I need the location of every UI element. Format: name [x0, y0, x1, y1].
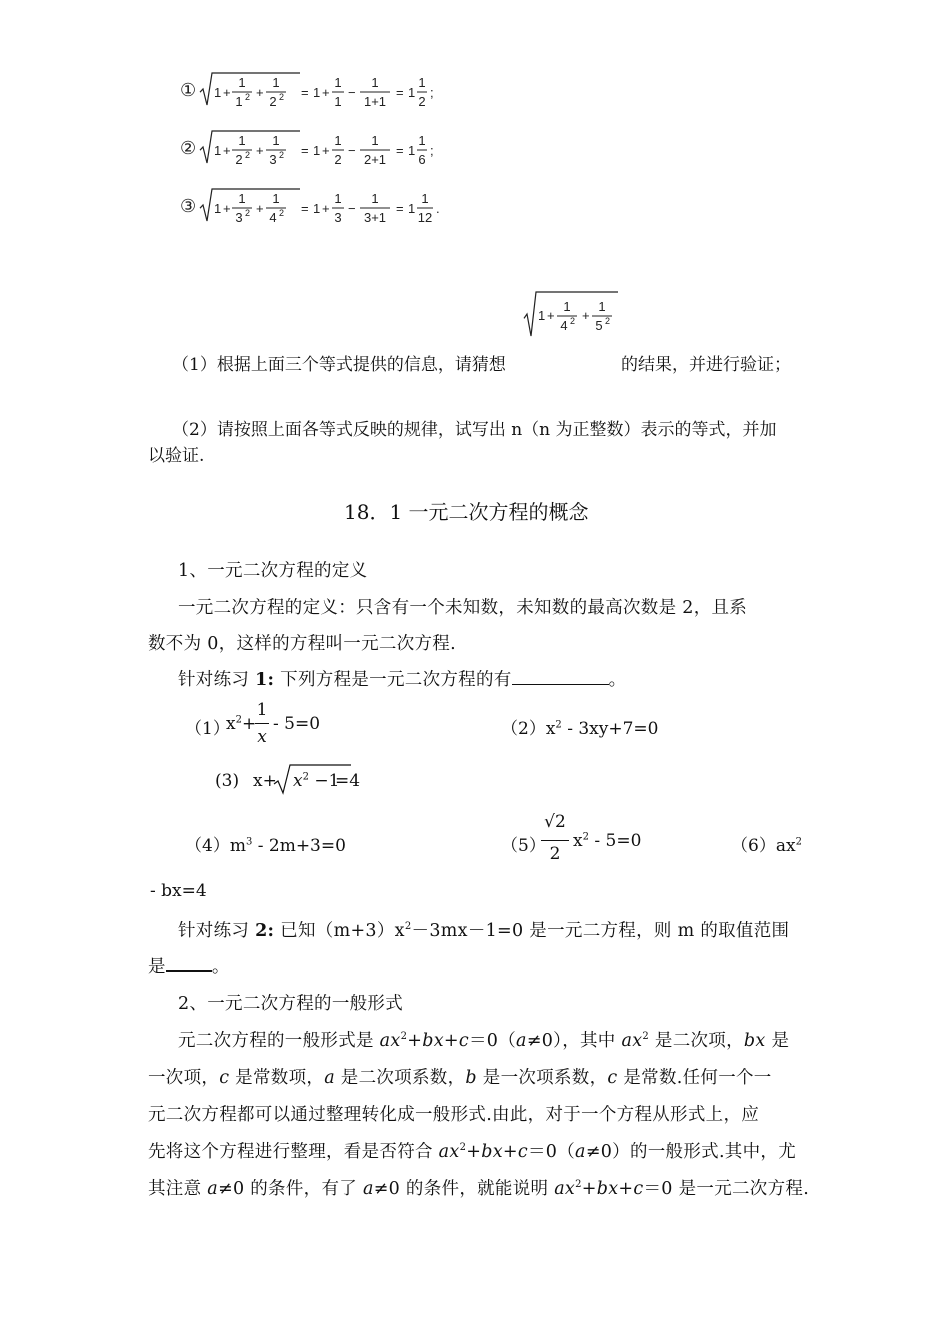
gf-exp: 2	[642, 1031, 650, 1043]
option-4-exp: 3	[245, 836, 253, 848]
equation-end: ;	[430, 143, 434, 158]
option-5-fraction-bar	[541, 840, 569, 841]
equation-plus: +	[223, 143, 231, 158]
exercise-2	[178, 917, 789, 942]
option-2-label: （2）	[501, 719, 546, 739]
option-3-radicand-rest: −1	[308, 771, 340, 791]
option-3-start: x+	[253, 771, 277, 791]
gf-c: c	[517, 1142, 528, 1162]
section-title: 18．1 一元二次方程的概念	[344, 500, 589, 524]
guess-row	[524, 292, 618, 336]
gf-ax: ax	[438, 1142, 460, 1162]
gf-text: 是常数项，	[229, 1068, 325, 1088]
gf-plus: +	[407, 1031, 423, 1051]
gf-bx: bx	[596, 1179, 619, 1199]
equation-plus: +	[256, 143, 264, 158]
option-1-fraction-bar	[255, 723, 269, 724]
option-1-numerator: 1	[256, 700, 268, 720]
option-3-radicand-exp: 2	[302, 771, 309, 783]
equation-equals: =	[396, 85, 404, 100]
equation-plus: +	[256, 201, 264, 216]
equation-end: ;	[430, 85, 434, 100]
guess-fraction-a-numerator: 1	[563, 299, 571, 314]
equation-fraction-a-denominator: 1	[235, 94, 243, 109]
gf-text: 其注意	[148, 1179, 208, 1199]
gf-text: 是常数.任何一个一	[617, 1068, 772, 1088]
equation-fraction-b-denominator: 2	[269, 94, 277, 109]
heading-general-form: 2、一元二次方程的一般形式	[178, 994, 404, 1014]
exercise-1-prefix: 针对练习	[178, 670, 256, 690]
equation-fraction-b-denominator: 3	[269, 152, 277, 167]
general-form-line-3: 元二次方程都可以通过整理转化成一般形式.由此，对于一个方程从形式上，应	[148, 1105, 760, 1125]
gf-text: ≠0 的条件，就能说明	[373, 1179, 555, 1199]
equation-fraction-b-numerator: 1	[272, 75, 280, 90]
gf-text: 一次项，	[148, 1068, 220, 1088]
gf-a: a	[207, 1179, 218, 1199]
equation-marker: ①	[180, 80, 197, 100]
gf-bx: bx	[422, 1031, 444, 1051]
exercise-1	[178, 666, 626, 691]
equation-result-int: 1	[408, 201, 416, 216]
equation-fraction-a-denominator: 2	[235, 152, 243, 167]
exercise-2-text-1: 已知（m+3）x	[274, 921, 405, 941]
gf-exp: 2	[459, 1142, 467, 1154]
option-6-exp: 2	[795, 836, 802, 848]
equation-equals: =	[301, 85, 309, 100]
general-form-line-1	[178, 1027, 789, 1052]
gf-ax: ax	[379, 1031, 401, 1051]
equation-minus: −	[348, 85, 356, 100]
equation-fraction-c-numerator: 1	[334, 133, 342, 148]
equation-result-fraction-denominator: 12	[417, 210, 433, 225]
gf-c: c	[633, 1179, 644, 1199]
gf-c: c	[607, 1068, 618, 1088]
equation-fraction-a-exponent: 2	[245, 92, 251, 102]
guess-plus: +	[582, 308, 590, 323]
question-1-text-start: （1）根据上面三个等式提供的信息，请猜想	[172, 355, 506, 375]
equation-row	[180, 131, 434, 167]
gf-b: b	[465, 1068, 477, 1088]
equation-fraction-b-exponent: 2	[279, 92, 285, 102]
equation-fraction-d-numerator: 1	[371, 191, 379, 206]
gf-text: 元二次方程的一般形式是	[178, 1031, 380, 1051]
question-1	[172, 350, 506, 375]
guess-fraction-a-denominator: 4	[560, 318, 568, 333]
equation-row	[180, 189, 440, 225]
equation-fraction-d-denominator: 2+1	[363, 152, 387, 167]
gf-text: ≠0），其中	[526, 1031, 622, 1051]
gf-text: ≠0 的条件，有了	[218, 1179, 363, 1199]
equation-result-int: 1	[408, 85, 416, 100]
equation-fraction-b-numerator: 1	[272, 191, 280, 206]
definition-line-1: 一元二次方程的定义：只含有一个未知数，未知数的最高次数是 2，且系	[178, 598, 748, 618]
gf-text: 是二次项，	[649, 1031, 744, 1051]
option-5-var: x	[573, 831, 583, 851]
equation-fraction-c-numerator: 1	[334, 75, 342, 90]
exercise-1-text: 下列方程是一元二次方程的有	[274, 670, 512, 690]
general-form-line-5	[148, 1175, 809, 1200]
gf-text: 是	[765, 1031, 790, 1051]
equation-marker: ②	[180, 138, 197, 158]
option-4	[185, 831, 346, 856]
option-5-denominator: 2	[549, 844, 561, 864]
equation-group	[170, 70, 470, 240]
option-6-continued: - bx=4	[150, 881, 207, 901]
option-1-denominator: x	[257, 727, 267, 747]
guess-fraction-b-numerator: 1	[598, 299, 606, 314]
guess-expression	[520, 288, 630, 344]
equation-term: 1	[313, 85, 321, 100]
exercise-2-prefix: 针对练习	[178, 921, 256, 941]
equation-marker: ③	[180, 196, 197, 216]
equation-term: 1	[313, 143, 321, 158]
exercise-1-end: 。	[608, 670, 627, 690]
gf-text: ＝0（	[527, 1142, 576, 1162]
equation-fraction-d-numerator: 1	[371, 75, 379, 90]
equation-fraction-a-numerator: 1	[238, 191, 246, 206]
equation-plus: +	[322, 143, 330, 158]
option-4-var: m	[229, 836, 246, 856]
gf-text: 是二次项系数，	[334, 1068, 466, 1088]
equation-fraction-c-denominator: 1	[334, 94, 342, 109]
equation-result-fraction-numerator: 1	[418, 133, 426, 148]
gf-a: a	[575, 1142, 586, 1162]
gf-ax: ax	[554, 1179, 576, 1199]
equation-fraction-b-denominator: 4	[269, 210, 277, 225]
gf-plus: +	[466, 1142, 482, 1162]
gf-text: ＝0 是一元二次方程.	[643, 1179, 810, 1199]
option-5-numerator: √2	[544, 812, 566, 832]
equation-plus: +	[256, 85, 264, 100]
equation-minus: −	[348, 201, 356, 216]
equation-fraction-d-denominator: 1+1	[363, 94, 387, 109]
gf-a: a	[362, 1179, 374, 1199]
option-2-rest: - 3xy+7=0	[561, 719, 659, 739]
option-6-var: ax	[775, 836, 796, 856]
option-5-label: （5）	[501, 836, 546, 856]
exercise-2-line-2	[148, 953, 230, 978]
guess-fraction-b-denominator: 5	[595, 318, 603, 333]
equation-result-int: 1	[408, 143, 416, 158]
question-2-line-1: （2）请按照上面各等式反映的规律，试写出 n（n 为正整数）表示的等式，并加	[172, 420, 777, 440]
option-1-label: （1）	[185, 719, 230, 739]
equation-equals: =	[396, 143, 404, 158]
option-2	[501, 714, 658, 739]
gf-text: ≠0）的一般形式.其中，尤	[585, 1142, 797, 1162]
general-form-line-4	[148, 1138, 796, 1163]
equation-plus: +	[322, 201, 330, 216]
gf-text: ＝0（	[468, 1031, 517, 1051]
exercise-2-text-2: －3mx－1=0 是一元二方程，则 m 的取值范围	[411, 921, 790, 941]
gf-plus: +	[581, 1179, 597, 1199]
equation-term: 1	[214, 85, 222, 100]
option-1-rest: - 5=0	[273, 714, 321, 734]
gf-a: a	[516, 1031, 527, 1051]
equation-term: 1	[214, 143, 222, 158]
equation-fraction-a-exponent: 2	[245, 150, 251, 160]
equation-fraction-b-exponent: 2	[279, 208, 285, 218]
option-4-rest: - 2m+3=0	[252, 836, 346, 856]
equation-term: 1	[214, 201, 222, 216]
equation-plus: +	[223, 85, 231, 100]
gf-exp: 2	[575, 1179, 582, 1191]
option-6-label: （6）	[731, 836, 776, 856]
question-2-line-2: 以验证.	[148, 446, 205, 466]
option-5-rest: - 5=0	[588, 831, 642, 851]
option-3-label: (3)	[215, 771, 240, 791]
equation-equals: =	[396, 201, 404, 216]
gf-plus: +	[502, 1142, 518, 1162]
option-6	[731, 831, 802, 856]
equation-fraction-b-numerator: 1	[272, 133, 280, 148]
equation-result-fraction-numerator: 1	[418, 75, 426, 90]
question-1-text-end: 的结果，并进行验证；	[621, 355, 791, 375]
option-5-exp: 2	[582, 831, 589, 843]
gf-bx: bx	[743, 1031, 766, 1051]
equation-fraction-a-exponent: 2	[245, 208, 251, 218]
equation-term: 1	[313, 201, 321, 216]
exercise-2-end: 。	[211, 957, 230, 977]
guess-term: 1	[538, 308, 546, 323]
equation-fraction-a-denominator: 3	[235, 210, 243, 225]
gf-plus: +	[618, 1179, 634, 1199]
answer-blank-2	[166, 954, 212, 972]
exercise-2-line-2-text: 是	[148, 957, 166, 977]
exercise-1-number: 1:	[255, 670, 275, 690]
gf-text: 是一次项系数，	[476, 1068, 608, 1088]
guess-plus: +	[547, 308, 555, 323]
gf-bx: bx	[481, 1142, 503, 1162]
equation-equals: =	[301, 143, 309, 158]
equation-fraction-c-denominator: 3	[334, 210, 342, 225]
equation-minus: −	[348, 143, 356, 158]
gf-plus: +	[443, 1031, 459, 1051]
equation-result-fraction-numerator: 1	[421, 191, 429, 206]
definition-line-2: 数不为 0，这样的方程叫一元二次方程.	[148, 634, 456, 654]
exercise-2-exp: 2	[404, 921, 412, 933]
question-1-end	[621, 350, 791, 375]
option-1-exp: 2	[235, 714, 242, 726]
equation-plus: +	[223, 201, 231, 216]
equation-plus: +	[322, 85, 330, 100]
equation-result-fraction-denominator: 2	[418, 94, 426, 109]
gf-c: c	[219, 1068, 230, 1088]
option-1-var: x	[226, 714, 236, 734]
general-form-line-2	[148, 1064, 772, 1089]
equation-fraction-b-exponent: 2	[279, 150, 285, 160]
equation-equals: =	[301, 201, 309, 216]
gf-c: c	[458, 1031, 469, 1051]
equation-fraction-d-denominator: 3+1	[363, 210, 387, 225]
equation-fraction-c-denominator: 2	[334, 152, 342, 167]
guess-fraction-a-exponent: 2	[570, 316, 576, 326]
option-3-rest: =4	[335, 771, 361, 791]
exercise-2-number: 2:	[255, 921, 275, 941]
gf-text: 先将这个方程进行整理，看是否符合	[148, 1142, 439, 1162]
option-5	[501, 812, 661, 868]
equation-row	[180, 73, 434, 109]
guess-fraction-b-exponent: 2	[605, 316, 611, 326]
option-1-plus: +	[241, 714, 257, 734]
heading-definition: 1、一元二次方程的定义	[178, 561, 368, 581]
equation-fraction-c-numerator: 1	[334, 191, 342, 206]
gf-a: a	[324, 1068, 335, 1088]
option-3-radicand-var: x	[293, 771, 303, 791]
equation-result-fraction-denominator: 6	[418, 152, 426, 167]
equation-end: .	[436, 201, 440, 216]
equation-fraction-a-numerator: 1	[238, 75, 246, 90]
equation-fraction-d-numerator: 1	[371, 133, 379, 148]
gf-exp: 2	[400, 1031, 408, 1043]
equation-fraction-a-numerator: 1	[238, 133, 246, 148]
option-4-label: （4）	[185, 836, 230, 856]
option-2-exp: 2	[555, 719, 562, 731]
gf-ax: ax	[621, 1031, 643, 1051]
option-2-var: x	[545, 719, 556, 739]
answer-blank	[512, 668, 609, 685]
